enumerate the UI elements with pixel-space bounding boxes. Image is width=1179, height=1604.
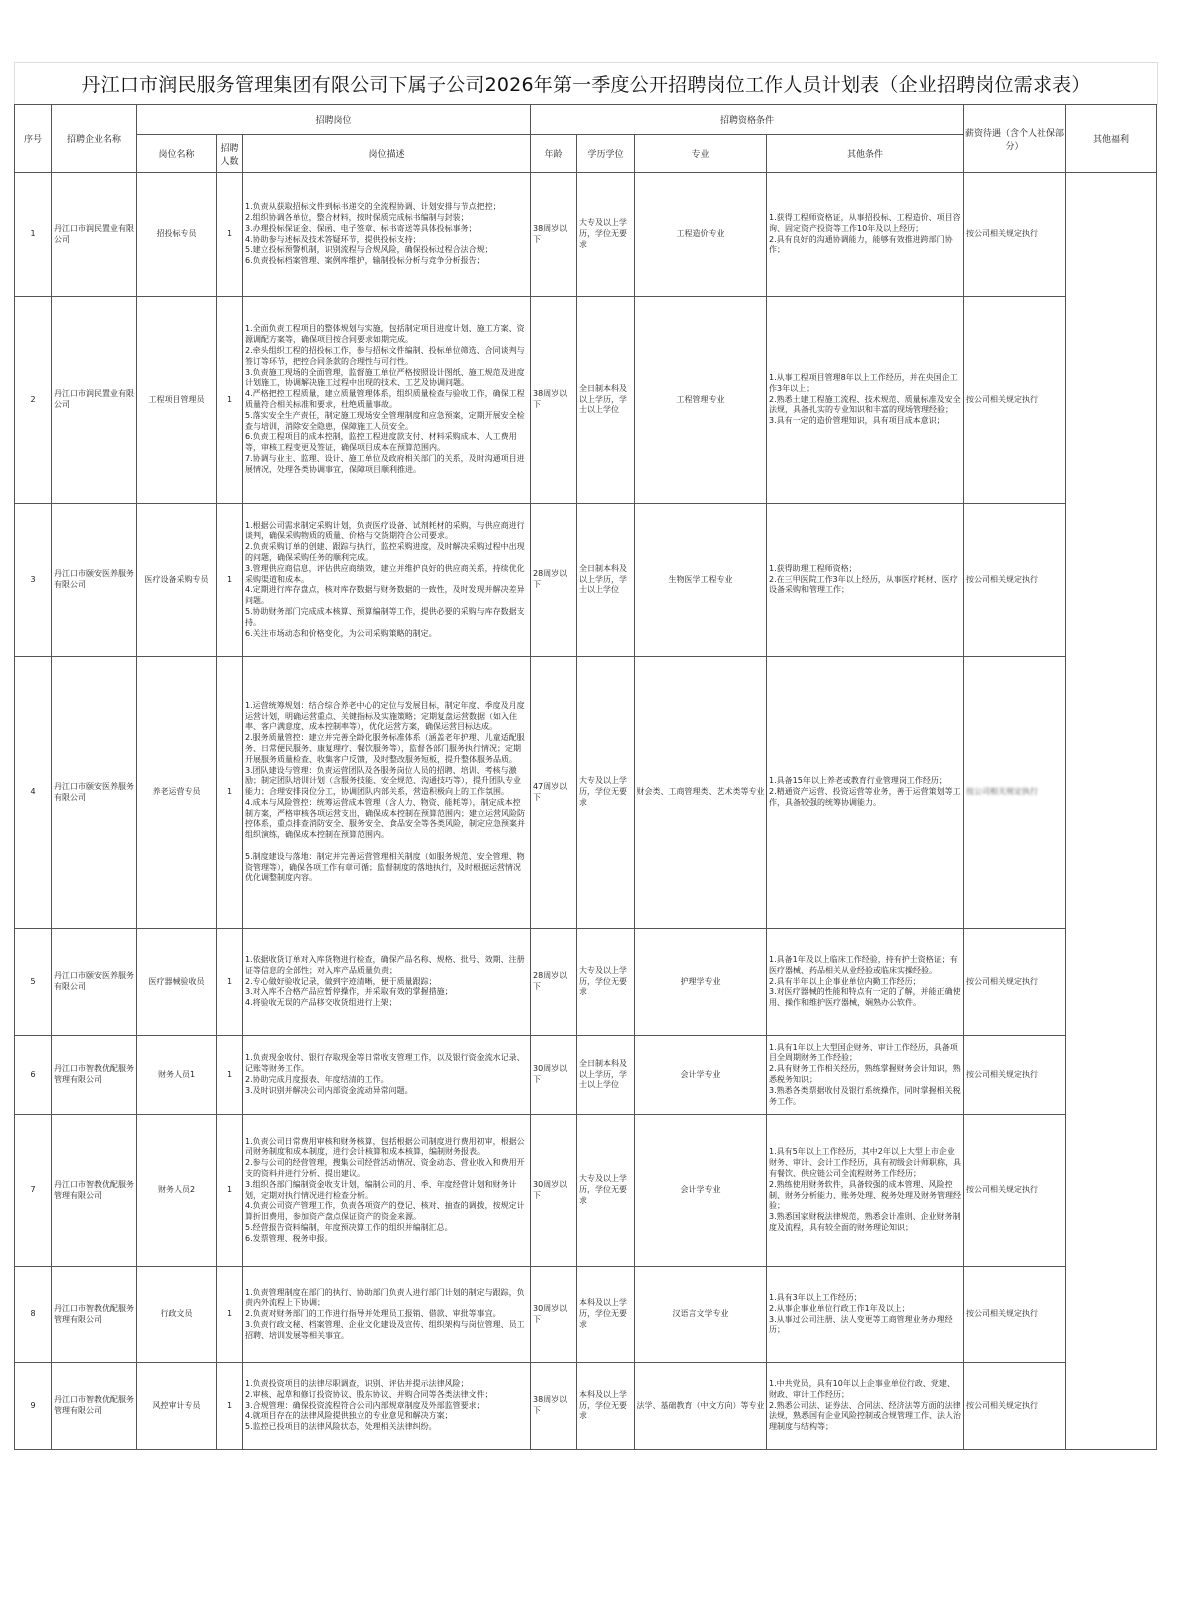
cell-other-conditions: 1.获得助理工程师资格； 2.在三甲医院工作3年以上经历，从事医疗耗材、医疗设备采购和管理工作；	[767, 504, 964, 657]
table-row	[15, 1267, 1157, 1363]
cell-post-name: 行政文员	[137, 1267, 217, 1363]
cell-headcount: 1	[217, 173, 243, 297]
cell-salary: 按公司相关规定执行	[964, 657, 1066, 929]
cell-headcount: 1	[217, 1115, 243, 1267]
cell-company: 丹江口市智教优配服务管理有限公司	[52, 1267, 137, 1363]
header-condition-group: 招聘资格条件	[531, 105, 964, 135]
cell-company: 丹江口市润民置业有限公司	[52, 297, 137, 504]
cell-headcount: 1	[217, 1363, 243, 1450]
table-row	[15, 929, 1157, 1036]
cell-age: 38周岁以下	[531, 173, 577, 297]
header-seq: 序号	[15, 105, 52, 173]
cell-post-name: 风控审计专员	[137, 1363, 217, 1450]
cell-headcount: 1	[217, 1036, 243, 1115]
cell-post-desc: 1.运营统筹规划：结合综合养老中心的定位与发展目标，制定年度、季度及月度运营计划，明确运营重点、关键指标及实施策略；定期复盘运营数据（如入住率、客户满意度、成本控制率等），优化运营方案，确保运营目标达成。 2.服务质量管控：建立并完善全龄化服务标准体系（涵盖老年护理、儿童适配服务、日常便民服务、康复理疗、餐饮服务等），监督各部门服务执行情况；定期开展服务质量检查、收集客户反馈，及时整改服务短板，提升整体服务品质。 3.团队建设与管理：负责运营团队及各服务岗位人员的招聘、培训、考核与激励；制定团队培训计划（含服务技能、安全规范、沟通技巧等），提升团队专业能力；合理安排岗位分工，协调团队内部关系，营造积极向上的工作氛围。 4.成本与风险管控：统筹运营成本管理（含人力、物资、能耗等），制定成本控制方案，严格审核各项运营支出，确保成本控制在预算范围内；建立运营风险防控体系，重点排查消防安全、服务安全、食品安全等各类风险，制定应急预案并组织演练，确保成本控制在预算范围内。 5.制度建设与落地：制定并完善运营管理相关制度（如服务规范、安全管理、物资管理等），确保各项工作有章可循；监督制度的落地执行，及时根据运营情况优化调整制度内容。	[243, 657, 531, 929]
cell-age: 30周岁以下	[531, 1036, 577, 1115]
cell-company: 丹江口市智教优配服务管理有限公司	[52, 1363, 137, 1450]
cell-age: 28周岁以下	[531, 504, 577, 657]
cell-education: 大专及以上学历，学位无要求	[577, 173, 635, 297]
cell-salary: 按公司相关规定执行	[964, 1115, 1066, 1267]
cell-seq: 3	[15, 504, 52, 657]
cell-major: 生物医学工程专业	[635, 504, 767, 657]
cell-seq: 6	[15, 1036, 52, 1115]
header-education: 学历学位	[577, 135, 635, 173]
cell-company: 丹江口市颐安医养服务有限公司	[52, 929, 137, 1036]
header-benefit: 其他福利	[1066, 105, 1157, 173]
cell-post-name: 医疗器械验收员	[137, 929, 217, 1036]
cell-age: 30周岁以下	[531, 1267, 577, 1363]
cell-company: 丹江口市智教优配服务管理有限公司	[52, 1036, 137, 1115]
cell-other-conditions: 1.具有5年以上工作经历，其中2年以上大型上市企业财务、审计、会计工作经历，具有初级会计师职称，具有餐饮、供应链公司全流程财务工作经历； 2.熟练使用财务软件，具备较强的成本管理、风险控制、财务分析能力、账务处理、税务处理及财务管理经验； 3.熟悉国家财税法律规范，熟悉会计准则、企业财务制度及流程，具有较全面的财务理论知识；	[767, 1115, 964, 1267]
cell-age: 38周岁以下	[531, 297, 577, 504]
table-row	[15, 504, 1157, 657]
header-major: 专业	[635, 135, 767, 173]
cell-post-desc: 1.根据公司需求制定采购计划，负责医疗设备、试剂耗材的采购，与供应商进行谈判，确保采购物质的质量、价格与交货期符合公司要求。 2.负责采购订单的创建、跟踪与执行，监控采购进度，及时解决采购过程中出现的问题，确保采购任务的顺利完成。 3.管理供应商信息，评估供应商绩效，建立并维护良好的供应商关系，持续优化采购渠道和成本。 4.定期进行库存盘点，核对库存数据与财务数据的一致性，及时发现并解决差异问题。 5.协助财务部门完成成本核算、预算编制等工作，提供必要的采购与库存数据支持。 6.关注市场动态和价格变化，为公司采购策略的制定。	[243, 504, 531, 657]
cell-salary: 按公司相关规定执行	[964, 297, 1066, 504]
cell-company: 丹江口市颐安医养服务有限公司	[52, 657, 137, 929]
cell-company: 丹江口市智教优配服务管理有限公司	[52, 1115, 137, 1267]
cell-benefit	[1066, 173, 1157, 1450]
cell-education: 大专及以上学历，学位无要求	[577, 657, 635, 929]
cell-major: 财会类、工商管理类、艺术类等专业	[635, 657, 767, 929]
cell-seq: 8	[15, 1267, 52, 1363]
cell-post-name: 招投标专员	[137, 173, 217, 297]
cell-other-conditions: 1.中共党员，具有10年以上企事业单位行政、党建、财政、审计工作经历； 2.熟悉公司法、证券法、合同法、经济法等方面的法律法规，熟悉国有企业风险控制或合规管理工作、法人治理制度与结构等；	[767, 1363, 964, 1450]
cell-other-conditions: 1.具备1年及以上临床工作经验，持有护士资格证；有医疗器械、药品相关从业经验或临床实操经验。 2.具有半年以上企事业单位内勤工作经历； 3.对医疗器械的性能和特点有一定的了解，并能正确使用、操作和维护医疗器械，娴熟办公软件。	[767, 929, 964, 1036]
cell-other-conditions: 1.具备15年以上养老或教育行业管理岗工作经历； 2.精通资产运营、投资运营等业务，善于运营策划等工作，具备较强的统筹协调能力。	[767, 657, 964, 929]
cell-post-name: 财务人员2	[137, 1115, 217, 1267]
table-row	[15, 1036, 1157, 1115]
cell-major: 护理学专业	[635, 929, 767, 1036]
cell-salary: 按公司相关规定执行	[964, 504, 1066, 657]
header-post-name: 岗位名称	[137, 135, 217, 173]
cell-post-name: 财务人员1	[137, 1036, 217, 1115]
cell-education: 本科及以上学历，学位无要求	[577, 1363, 635, 1450]
header-headcount: 招聘人数	[217, 135, 243, 173]
cell-major: 会计学专业	[635, 1115, 767, 1267]
cell-major: 会计学专业	[635, 1036, 767, 1115]
cell-company: 丹江口市润民置业有限公司	[52, 173, 137, 297]
cell-seq: 4	[15, 657, 52, 929]
cell-education: 全日制本科及以上学历，学士以上学位	[577, 297, 635, 504]
cell-seq: 7	[15, 1115, 52, 1267]
table-row	[15, 297, 1157, 504]
cell-seq: 9	[15, 1363, 52, 1450]
table-row	[15, 1115, 1157, 1267]
cell-education: 本科及以上学历，学位无要求	[577, 1267, 635, 1363]
cell-major: 法学、基础教育（中文方向）等专业	[635, 1363, 767, 1450]
cell-education: 全日制本科及以上学历，学士以上学位	[577, 1036, 635, 1115]
cell-age: 38周岁以下	[531, 1363, 577, 1450]
cell-post-desc: 1.负责投资项目的法律尽职调查，识别、评估并提示法律风险； 2.审核、起草和修订投资协议、股东协议、并购合同等各类法律文件； 3.合规管理：确保投资流程符合公司内部规章制度及外部监管要求； 4.就项目存在的法律风险提供独立的专业意见和解决方案； 5.监控已投项目的法律风险状态，处理相关法律纠纷。	[243, 1363, 531, 1450]
cell-headcount: 1	[217, 929, 243, 1036]
header-post-group: 招聘岗位	[137, 105, 531, 135]
header-post-desc: 岗位描述	[243, 135, 531, 173]
cell-post-name: 医疗设备采购专员	[137, 504, 217, 657]
cell-other-conditions: 1.从事工程项目管理8年以上工作经历，并在央国企工作3年以上； 2.熟悉土建工程施工流程、技术规范、质量标准及安全法规，具备扎实的专业知识和丰富的现场管理经验； 3.具有一定的造价管理知识，具有项目成本意识；	[767, 297, 964, 504]
cell-seq: 2	[15, 297, 52, 504]
cell-post-desc: 1.负责从获取招标文件到标书递交的全流程协调、计划安排与节点把控； 2.组织协调各单位，整合材料，按时保质完成标书编制与封装； 3.办理投标保证金、保函、电子签章、标书寄送等具体投标事务； 4.协助参与述标及技术答疑环节，提供投标支持； 5.建立投标预警机制，识别流程与合规风险，确保投标过程合法合规； 6.负责投标档案管理、案例库维护，输制投标分析与竞争分析报告；	[243, 173, 531, 297]
cell-major: 工程造价专业	[635, 173, 767, 297]
table-row	[15, 1363, 1157, 1450]
recruitment-table	[14, 104, 1157, 1450]
cell-salary: 按公司相关规定执行	[964, 1267, 1066, 1363]
header-company: 招聘企业名称	[52, 105, 137, 173]
cell-salary: 按公司相关规定执行	[964, 929, 1066, 1036]
cell-headcount: 1	[217, 1267, 243, 1363]
cell-salary: 按公司相关规定执行	[964, 173, 1066, 297]
cell-post-name: 工程项目管理员	[137, 297, 217, 504]
table-row	[15, 173, 1157, 297]
page-title: 丹江口市润民服务管理集团有限公司下属子公司2026年第一季度公开招聘岗位工作人员计划表（企业招聘岗位需求表）	[14, 62, 1158, 105]
cell-headcount: 1	[217, 297, 243, 504]
cell-headcount: 1	[217, 504, 243, 657]
header-age: 年龄	[531, 135, 577, 173]
header-other-conditions: 其他条件	[767, 135, 964, 173]
cell-seq: 5	[15, 929, 52, 1036]
cell-major: 工程管理专业	[635, 297, 767, 504]
cell-headcount: 1	[217, 657, 243, 929]
cell-post-desc: 1.依据收货订单对入库货物进行检查，确保产品名称、规格、批号、效期、注册证等信息的全部性；对入库产品质量负责； 2.专心做好验收记录，做到字迹清晰，便于质量跟踪； 3.对入库不合格产品应暂停操作，并采取有效的掌握措施； 4.将验收无误的产品移交收货组进行上架；	[243, 929, 531, 1036]
cell-major: 汉语言文学专业	[635, 1267, 767, 1363]
cell-post-desc: 1.负责管理制度在部门的执行、协助部门负责人进行部门计划的制定与跟踪，负责内外流程上下协调； 2.负责对财务部门的工作进行指导并处理员工报销、借款、审批等事宜。 3.负责行政文秘、档案管理、企业文化建设及宣传、组织架构与岗位管理、员工招聘、培训发展等相关事宜。	[243, 1267, 531, 1363]
cell-post-desc: 1.负责现金收付、银行存取现金等日常收支管理工作，以及银行资金流水记录、记账等财务工作。 2.协助完成月度报表、年度结清的工作。 3.及时识别并解决公司内部资金流动异常问题。	[243, 1036, 531, 1115]
cell-other-conditions: 1.具有1年以上大型国企财务、审计工作经历，具备项目全周期财务工作经验； 2.具有财务工作相关经历，熟练掌握财务会计知识，熟悉税务知识； 3.熟悉各类票据收付及银行系统操作，同时掌握相关税务工作。	[767, 1036, 964, 1115]
cell-post-desc: 1.全面负责工程项目的整体规划与实施，包括制定项目进度计划、施工方案、资源调配方案等，确保项目按合同要求如期完成。 2.牵头组织工程的招投标工作，参与招标文件编制、投标单位筛选、合同谈判与签订等环节，把控合同条款的合理性与可行性。 3.负责施工现场的全面管理，监督施工单位严格按照设计图纸、施工规范及进度计划施工，协调解决施工过程中出现的技术、工艺及协调问题。 4.严格把控工程质量，建立质量管理体系，组织质量检查与验收工作，确保工程质量符合相关标准和要求，杜绝质量事故。 5.落实安全生产责任，制定施工现场安全管理制度和应急预案，定期开展安全检查与培训，消除安全隐患，保障施工人员安全。 6.负责工程项目的成本控制，监控工程进度款支付、材料采购成本、人工费用等，审核工程变更及签证，确保项目成本在预算范围内。 7.协调与业主、监理、设计、施工单位及政府相关部门的关系，及时沟通项目进展情况，处理各类协调事宜，保障项目顺利推进。	[243, 297, 531, 504]
cell-age: 28周岁以下	[531, 929, 577, 1036]
cell-other-conditions: 1.具有3年以上工作经历； 2.从事企事业单位行政工作1年及以上； 3.从事过公司注册、法人变更等工商管理业务办理经历；	[767, 1267, 964, 1363]
cell-age: 30周岁以下	[531, 1115, 577, 1267]
cell-other-conditions: 1.获得工程师资格证，从事招投标、工程造价、项目咨询、固定资产投资等工作10年及以上经历； 2.具有良好的沟通协调能力，能够有效推进跨部门协作；	[767, 173, 964, 297]
header-salary: 薪资待遇（含个人社保部分）	[964, 105, 1066, 173]
cell-post-desc: 1.负责公司日常费用审核和财务核算，包括根据公司制度进行费用初审，根据公司财务制度和成本制度，进行会计核算和成本核算，编制财务报表。 2.参与公司的经营管理，搜集公司经营活动情况、资金动态、营业收入和费用开支的资料并进行分析、提出建议。 3.组织各部门编制资金收支计划，编制公司的月、季、年度经营计划和财务计划，定期对执行情况进行检查分析。 4.负责公司资产管理工作，负责各项资产的登记、核对、抽查的调拨，按规定计算折旧费用，参加资产盘点保证资产的资金来源。 5.经营报告资料编制，年度预决算工作的组织并编制汇总。 6.发票管理、税务申报。	[243, 1115, 531, 1267]
cell-education: 大专及以上学历，学位无要求	[577, 1115, 635, 1267]
cell-salary: 按公司相关规定执行	[964, 1036, 1066, 1115]
cell-education: 大专及以上学历，学位无要求	[577, 929, 635, 1036]
table-row	[15, 657, 1157, 929]
cell-company: 丹江口市颐安医养服务有限公司	[52, 504, 137, 657]
cell-salary: 按公司相关规定执行	[964, 1363, 1066, 1450]
cell-seq: 1	[15, 173, 52, 297]
cell-age: 47周岁以下	[531, 657, 577, 929]
cell-education: 全日制本科及以上学历，学士以上学位	[577, 504, 635, 657]
cell-post-name: 养老运营专员	[137, 657, 217, 929]
